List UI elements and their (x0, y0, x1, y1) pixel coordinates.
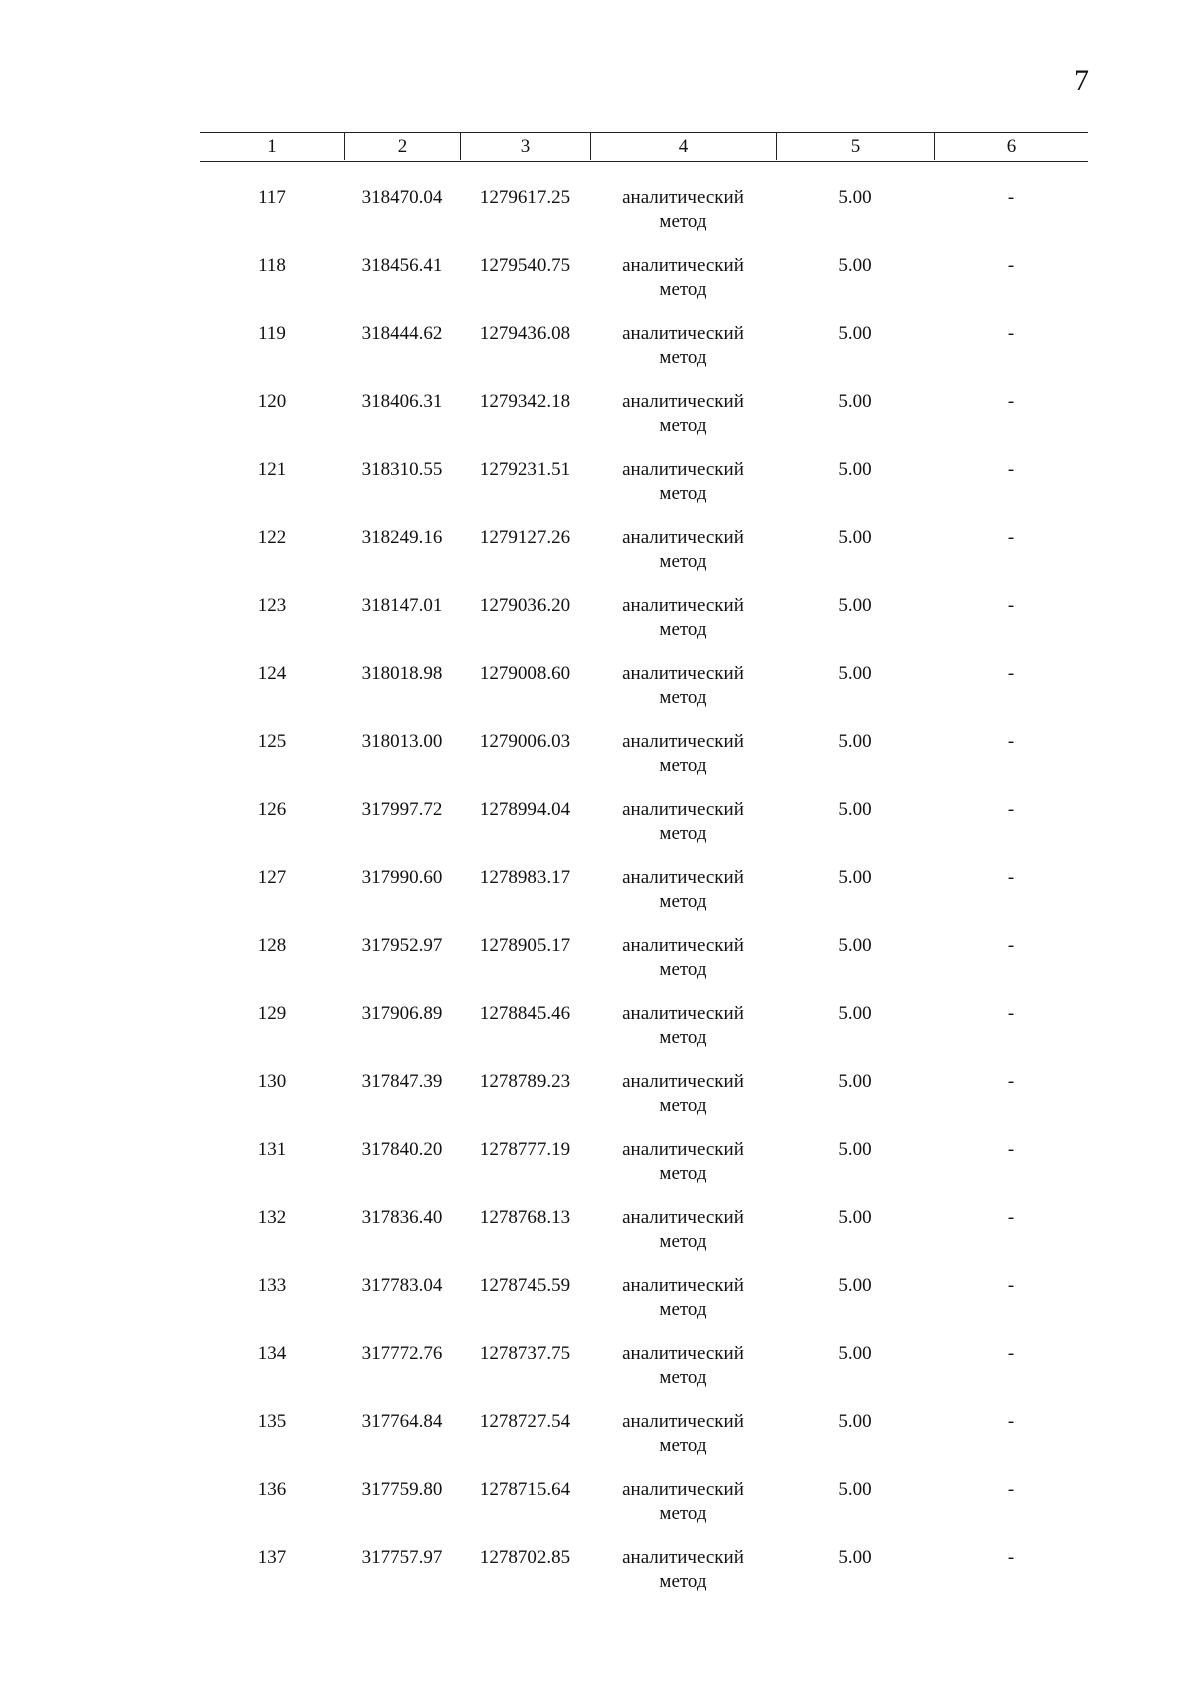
point-number-cell: 130 (257, 1071, 287, 1092)
point-number-cell: 118 (258, 255, 286, 276)
coordinate-y-cell: 1279231.51 (479, 459, 571, 480)
method-line-2: метод (659, 1095, 707, 1116)
accuracy-cell: 5.00 (838, 663, 872, 684)
point-number-cell: 129 (257, 1003, 287, 1024)
accuracy-cell: 5.00 (838, 1003, 872, 1024)
method-line-1: аналитический (622, 1139, 744, 1160)
table-row (0, 798, 1200, 866)
method-cell (590, 1410, 776, 1458)
method-cell (590, 1002, 776, 1050)
method-line-2: метод (659, 1571, 707, 1592)
table-row (0, 458, 1200, 526)
method-cell (590, 458, 776, 506)
coordinate-x-cell: 318147.01 (361, 595, 443, 616)
point-number-cell: 124 (257, 663, 287, 684)
method-line-1: аналитический (622, 1207, 744, 1228)
method-cell (590, 934, 776, 982)
accuracy-cell: 5.00 (838, 187, 872, 208)
note-cell: - (1007, 1207, 1015, 1228)
method-cell (590, 798, 776, 846)
table-row (0, 1002, 1200, 1070)
method-line-1: аналитический (622, 323, 744, 344)
note-cell: - (1007, 731, 1015, 752)
table-row (0, 1410, 1200, 1478)
note-cell: - (1007, 391, 1015, 412)
method-line-1: аналитический (622, 1479, 744, 1500)
table-row (0, 1138, 1200, 1206)
table-header (200, 132, 1088, 162)
accuracy-cell: 5.00 (838, 731, 872, 752)
coordinate-x-cell: 317906.89 (361, 1003, 443, 1024)
table-row (0, 1206, 1200, 1274)
column-header-2: 2 (344, 133, 460, 160)
table-row (0, 526, 1200, 594)
method-cell (590, 1274, 776, 1322)
point-number-cell: 122 (257, 527, 287, 548)
method-line-2: метод (659, 1163, 707, 1184)
method-cell (590, 594, 776, 642)
coordinate-y-cell: 1278768.13 (479, 1207, 571, 1228)
note-cell: - (1007, 1343, 1015, 1364)
coordinate-x-cell: 317757.97 (361, 1547, 443, 1568)
method-cell (590, 1546, 776, 1594)
method-line-1: аналитический (622, 1275, 744, 1296)
table-row (0, 1070, 1200, 1138)
method-line-2: метод (659, 347, 707, 368)
table-row (0, 934, 1200, 1002)
method-line-2: метод (659, 551, 707, 572)
method-line-1: аналитический (622, 391, 744, 412)
coordinate-x-cell: 317952.97 (361, 935, 443, 956)
coordinate-x-cell: 318406.31 (361, 391, 443, 412)
coordinate-x-cell: 318249.16 (361, 527, 443, 548)
table-row (0, 866, 1200, 934)
method-line-1: аналитический (622, 187, 744, 208)
table-row (0, 594, 1200, 662)
point-number-cell: 127 (257, 867, 287, 888)
coordinate-x-cell: 318013.00 (361, 731, 443, 752)
coordinate-y-cell: 1279006.03 (479, 731, 571, 752)
coordinate-x-cell: 317847.39 (361, 1071, 443, 1092)
accuracy-cell: 5.00 (838, 527, 872, 548)
coordinate-y-cell: 1278727.54 (479, 1411, 571, 1432)
coordinate-y-cell: 1278777.19 (479, 1139, 571, 1160)
point-number-cell: 121 (257, 459, 287, 480)
method-cell (590, 662, 776, 710)
point-number-cell: 133 (257, 1275, 287, 1296)
method-line-2: метод (659, 1231, 707, 1252)
table-row (0, 186, 1200, 254)
method-line-1: аналитический (622, 459, 744, 480)
method-line-2: метод (659, 823, 707, 844)
method-line-1: аналитический (622, 1343, 744, 1364)
coordinate-x-cell: 317990.60 (361, 867, 443, 888)
accuracy-cell: 5.00 (838, 255, 872, 276)
table-row (0, 254, 1200, 322)
method-cell (590, 1070, 776, 1118)
accuracy-cell: 5.00 (838, 799, 872, 820)
method-cell (590, 866, 776, 914)
coordinate-y-cell: 1278715.64 (479, 1479, 571, 1500)
column-header-4: 4 (590, 133, 776, 160)
accuracy-cell: 5.00 (838, 935, 872, 956)
accuracy-cell: 5.00 (838, 459, 872, 480)
note-cell: - (1007, 187, 1015, 208)
coordinate-y-cell: 1279008.60 (479, 663, 571, 684)
method-cell (590, 1138, 776, 1186)
method-line-1: аналитический (622, 663, 744, 684)
column-header-5: 5 (776, 133, 934, 160)
method-cell (590, 526, 776, 574)
note-cell: - (1007, 1139, 1015, 1160)
coordinate-y-cell: 1279127.26 (479, 527, 571, 548)
method-line-2: метод (659, 891, 707, 912)
method-line-1: аналитический (622, 935, 744, 956)
accuracy-cell: 5.00 (838, 1547, 872, 1568)
method-line-1: аналитический (622, 1547, 744, 1568)
point-number-cell: 131 (257, 1139, 287, 1160)
coordinate-x-cell: 317997.72 (361, 799, 443, 820)
coordinate-y-cell: 1279617.25 (479, 187, 571, 208)
note-cell: - (1007, 935, 1015, 956)
table-row (0, 1342, 1200, 1410)
coordinate-x-cell: 317772.76 (361, 1343, 443, 1364)
method-cell (590, 1342, 776, 1390)
coordinate-y-cell: 1279436.08 (479, 323, 571, 344)
method-line-2: метод (659, 483, 707, 504)
point-number-cell: 137 (257, 1547, 287, 1568)
accuracy-cell: 5.00 (838, 1411, 872, 1432)
point-number-cell: 136 (257, 1479, 287, 1500)
method-line-2: метод (659, 415, 707, 436)
method-line-2: метод (659, 279, 707, 300)
note-cell: - (1007, 799, 1015, 820)
column-header-6: 6 (934, 133, 1088, 160)
point-number-cell: 126 (257, 799, 287, 820)
coordinate-y-cell: 1278789.23 (479, 1071, 571, 1092)
coordinate-y-cell: 1278905.17 (479, 935, 571, 956)
method-line-2: метод (659, 687, 707, 708)
method-line-2: метод (659, 1027, 707, 1048)
point-number-cell: 128 (257, 935, 287, 956)
method-line-2: метод (659, 1503, 707, 1524)
coordinate-y-cell: 1278702.85 (479, 1547, 571, 1568)
coordinate-x-cell: 317759.80 (361, 1479, 443, 1500)
method-cell (590, 1206, 776, 1254)
accuracy-cell: 5.00 (838, 1343, 872, 1364)
method-line-1: аналитический (622, 731, 744, 752)
accuracy-cell: 5.00 (838, 867, 872, 888)
accuracy-cell: 5.00 (838, 323, 872, 344)
note-cell: - (1007, 595, 1015, 616)
coordinate-x-cell: 317836.40 (361, 1207, 443, 1228)
method-line-1: аналитический (622, 255, 744, 276)
method-cell (590, 730, 776, 778)
point-number-cell: 132 (257, 1207, 287, 1228)
page-number: 7 (1074, 64, 1089, 97)
coordinate-x-cell: 317840.20 (361, 1139, 443, 1160)
method-line-2: метод (659, 211, 707, 232)
method-line-2: метод (659, 959, 707, 980)
point-number-cell: 117 (258, 187, 286, 208)
method-line-1: аналитический (622, 527, 744, 548)
table-row (0, 322, 1200, 390)
coordinate-y-cell: 1278983.17 (479, 867, 571, 888)
coordinate-x-cell: 317783.04 (361, 1275, 443, 1296)
point-number-cell: 134 (257, 1343, 287, 1364)
note-cell: - (1007, 1275, 1015, 1296)
point-number-cell: 119 (258, 323, 286, 344)
note-cell: - (1007, 255, 1015, 276)
note-cell: - (1007, 1411, 1015, 1432)
point-number-cell: 123 (257, 595, 287, 616)
coordinate-y-cell: 1278994.04 (479, 799, 571, 820)
point-number-cell: 120 (257, 391, 287, 412)
method-line-1: аналитический (622, 1003, 744, 1024)
column-header-3: 3 (460, 133, 590, 160)
method-line-1: аналитический (622, 595, 744, 616)
method-line-1: аналитический (622, 1071, 744, 1092)
coordinate-x-cell: 318470.04 (361, 187, 443, 208)
point-number-cell: 125 (257, 731, 287, 752)
accuracy-cell: 5.00 (838, 1139, 872, 1160)
method-cell (590, 322, 776, 370)
coordinate-x-cell: 318018.98 (361, 663, 443, 684)
method-cell (590, 186, 776, 234)
method-line-2: метод (659, 1367, 707, 1388)
method-line-1: аналитический (622, 1411, 744, 1432)
coordinate-y-cell: 1279540.75 (479, 255, 571, 276)
accuracy-cell: 5.00 (838, 1071, 872, 1092)
note-cell: - (1007, 527, 1015, 548)
table-row (0, 1274, 1200, 1342)
coordinate-x-cell: 318456.41 (361, 255, 443, 276)
coordinate-y-cell: 1279342.18 (479, 391, 571, 412)
point-number-cell: 135 (257, 1411, 287, 1432)
accuracy-cell: 5.00 (838, 1207, 872, 1228)
table-body (0, 186, 1200, 1614)
coordinate-y-cell: 1278737.75 (479, 1343, 571, 1364)
method-line-1: аналитический (622, 867, 744, 888)
table-row (0, 662, 1200, 730)
method-line-2: метод (659, 755, 707, 776)
method-cell (590, 254, 776, 302)
method-cell (590, 390, 776, 438)
accuracy-cell: 5.00 (838, 1479, 872, 1500)
coordinate-y-cell: 1278745.59 (479, 1275, 571, 1296)
coordinate-x-cell: 318310.55 (361, 459, 443, 480)
note-cell: - (1007, 1071, 1015, 1092)
table-row (0, 390, 1200, 458)
column-header-1: 1 (267, 136, 277, 157)
table-row (0, 1478, 1200, 1546)
method-line-2: метод (659, 619, 707, 640)
coordinate-x-cell: 317764.84 (361, 1411, 443, 1432)
note-cell: - (1007, 459, 1015, 480)
note-cell: - (1007, 663, 1015, 684)
method-line-2: метод (659, 1435, 707, 1456)
accuracy-cell: 5.00 (838, 391, 872, 412)
table-row (0, 730, 1200, 798)
coordinate-y-cell: 1279036.20 (479, 595, 571, 616)
method-cell (590, 1478, 776, 1526)
accuracy-cell: 5.00 (838, 595, 872, 616)
table-row (0, 1546, 1200, 1614)
note-cell: - (1007, 1479, 1015, 1500)
note-cell: - (1007, 323, 1015, 344)
method-line-1: аналитический (622, 799, 744, 820)
accuracy-cell: 5.00 (838, 1275, 872, 1296)
method-line-2: метод (659, 1299, 707, 1320)
note-cell: - (1007, 1547, 1015, 1568)
note-cell: - (1007, 1003, 1015, 1024)
note-cell: - (1007, 867, 1015, 888)
coordinate-x-cell: 318444.62 (361, 323, 443, 344)
coordinate-y-cell: 1278845.46 (479, 1003, 571, 1024)
